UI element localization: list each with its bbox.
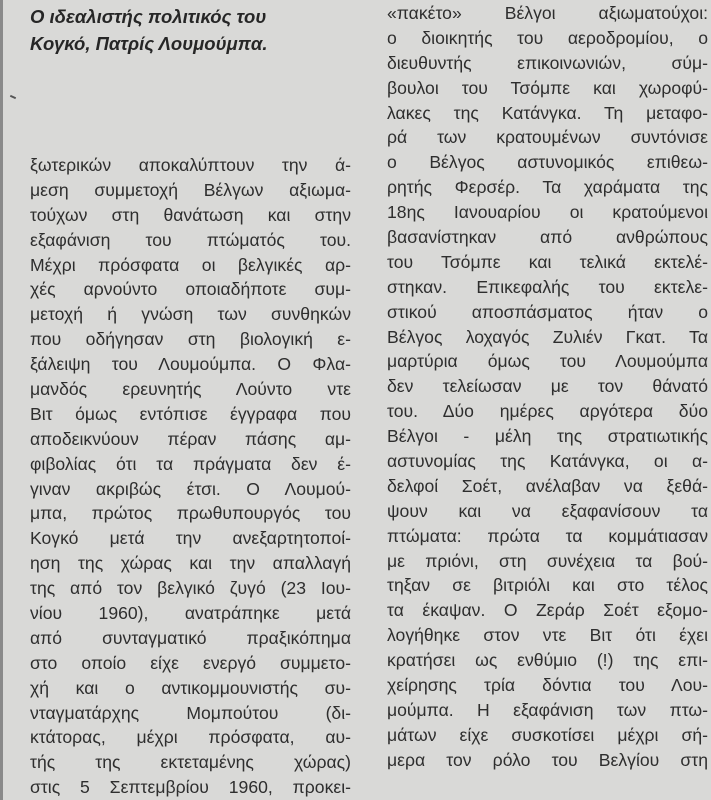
text-line: κρατήσει ως ενθύμιο (!) της επι- (387, 650, 708, 671)
text-line: ηση της χώρας και την απαλλαγή (30, 553, 351, 574)
text-line: αστυνομίας της Κατάνγκα, οι α- (387, 451, 708, 472)
text-line: ο διοικητής του αεροδρομίου, ο (387, 27, 708, 48)
text-line: χή και ο αντικομμουνιστής συ- (30, 677, 351, 698)
text-line: Κογκό μετά την ανεξαρτητοποί- (30, 528, 351, 549)
text-line: τής της εκτεταμένης χώρας) (30, 752, 351, 773)
text-line: στηκαν. Επικεφαλής του εκτελε- (387, 276, 708, 297)
text-line: εξαφάνιση του πτώματός του. (30, 229, 351, 250)
text-line: ρητής Φερσέρ. Τα χαράματα της (387, 177, 708, 198)
text-line: Μέχρι πρόσφατα οι βελγικές αρ- (30, 254, 351, 275)
article-column-right (387, 1, 708, 773)
text-line: γιναν ακριβώς έτσι. Ο Λουμού- (30, 478, 351, 499)
text-line: μετοχή ή γνώση των συνθηκών (30, 304, 351, 325)
text-line: ψουν και να εξαφανίσουν τα (387, 500, 708, 521)
text-line: μερα τον ρόλο του Βελγίου στη (387, 749, 708, 770)
text-line: του Τσόμπε και τελικά εκτελέ- (387, 251, 708, 272)
text-line: δεν τελείωσαν με τον θάνατό (387, 376, 708, 397)
text-line: ξωτερικών αποκαλύπτουν την ά- (30, 155, 351, 175)
text-line: από συνταγματικό πραξικόπημα (30, 627, 351, 648)
photo-caption (30, 3, 360, 57)
text-line: μούμπα. Η εξαφάνιση των πτω- (387, 699, 708, 720)
text-line: 18ης Ιανουαρίου οι κρατούμενοι (387, 202, 708, 223)
text-line: λακες της Κατάνγκα. Τη μεταφο- (387, 102, 708, 123)
caption-line: Ο ιδεαλιστής πολιτικός του (30, 6, 267, 27)
text-line: που οδήγησαν στη βιολογική ε- (30, 329, 351, 350)
text-line: βασανίστηκαν από ανθρώπους (387, 227, 708, 248)
text-line: κτάτορας, μέχρι πρόσφατα, αυ- (30, 727, 351, 748)
text-line: του. Δύο ημέρες αργότερα δύο (387, 401, 708, 422)
text-line: ξάλειψη του Λουμούμπα. Ο Φλα- (30, 354, 351, 375)
article-column-left (30, 153, 351, 800)
text-line: στικού αποσπάσματος ήταν ο (387, 301, 708, 322)
text-line: μανδός ερευνητής Λούντο ντε (30, 379, 351, 400)
text-line: μάτων είχε συσκοτίσει μέχρι σή- (387, 724, 708, 745)
text-line: νίου 1960), ανατράπηκε μετά (30, 603, 351, 624)
text-line: «πακέτο» Βέλγοι αξιωματούχοι: (387, 3, 708, 23)
text-line: δελφοί Σοέτ, ανέλαβαν να ξεθά- (387, 475, 708, 496)
text-line: πτώματα: πρώτα τα κομμάτιασαν (387, 525, 708, 546)
text-line: φιβολίας ότι τα πράγματα δεν έ- (30, 453, 351, 474)
text-line: με πριόνι, στη συνέχεια τα βού- (387, 550, 708, 571)
text-line: Βέλγος λοχαγός Ζυλιέν Γκατ. Τα (387, 326, 708, 347)
text-line: ρά των κρατουμένων συντόνισε (387, 127, 708, 148)
scan-mark (10, 95, 16, 99)
text-line: τούχων στη θανάτωση και στην (30, 204, 351, 225)
text-line: στις 5 Σεπτεμβρίου 1960, προκει- (30, 777, 351, 798)
text-line: ο Βέλγος αστυνομικός επιθεω- (387, 152, 708, 173)
text-line: Βιτ όμως εντόπισε έγγραφα που (30, 403, 351, 424)
text-line: διευθυντής επικοινωνιών, σύμ- (387, 52, 708, 73)
text-line: αποδεικνύουν πέραν πάσης αμ- (30, 428, 351, 449)
text-line: νταγματάρχης Μομπούτου (δι- (30, 702, 351, 723)
text-line: μαρτύρια όμως του Λουμούμπα (387, 351, 708, 372)
text-line: χές αρνούντο οποιαδήποτε συμ- (30, 279, 351, 300)
text-line: στο οποίο είχε ενεργό συμμετο- (30, 652, 351, 673)
text-line: της από τον βελγικό ζυγό (23 Ιου- (30, 578, 351, 599)
caption-line: Κογκό, Πατρίς Λουμούμπα. (30, 33, 268, 54)
text-line: τηξαν σε βιτριόλι και στο τέλος (387, 575, 708, 596)
text-line: χείρησης τρία δόντια του Λου- (387, 675, 708, 696)
text-line: τα έκαψαν. Ο Ζεράρ Σοέτ εξομο- (387, 600, 708, 621)
text-line: Βέλγοι - μέλη της στρατιωτικής (387, 426, 708, 447)
text-line: μεση συμμετοχή Βέλγων αξιωμα- (30, 179, 351, 200)
text-line: μπα, πρώτος πρωθυπουργός του (30, 503, 351, 524)
text-line: λογήθηκε στον ντε Βιτ ότι έχει (387, 625, 708, 646)
page-edge (0, 0, 3, 800)
text-line: βουλοι του Τσόμπε και χωροφύ- (387, 77, 708, 98)
